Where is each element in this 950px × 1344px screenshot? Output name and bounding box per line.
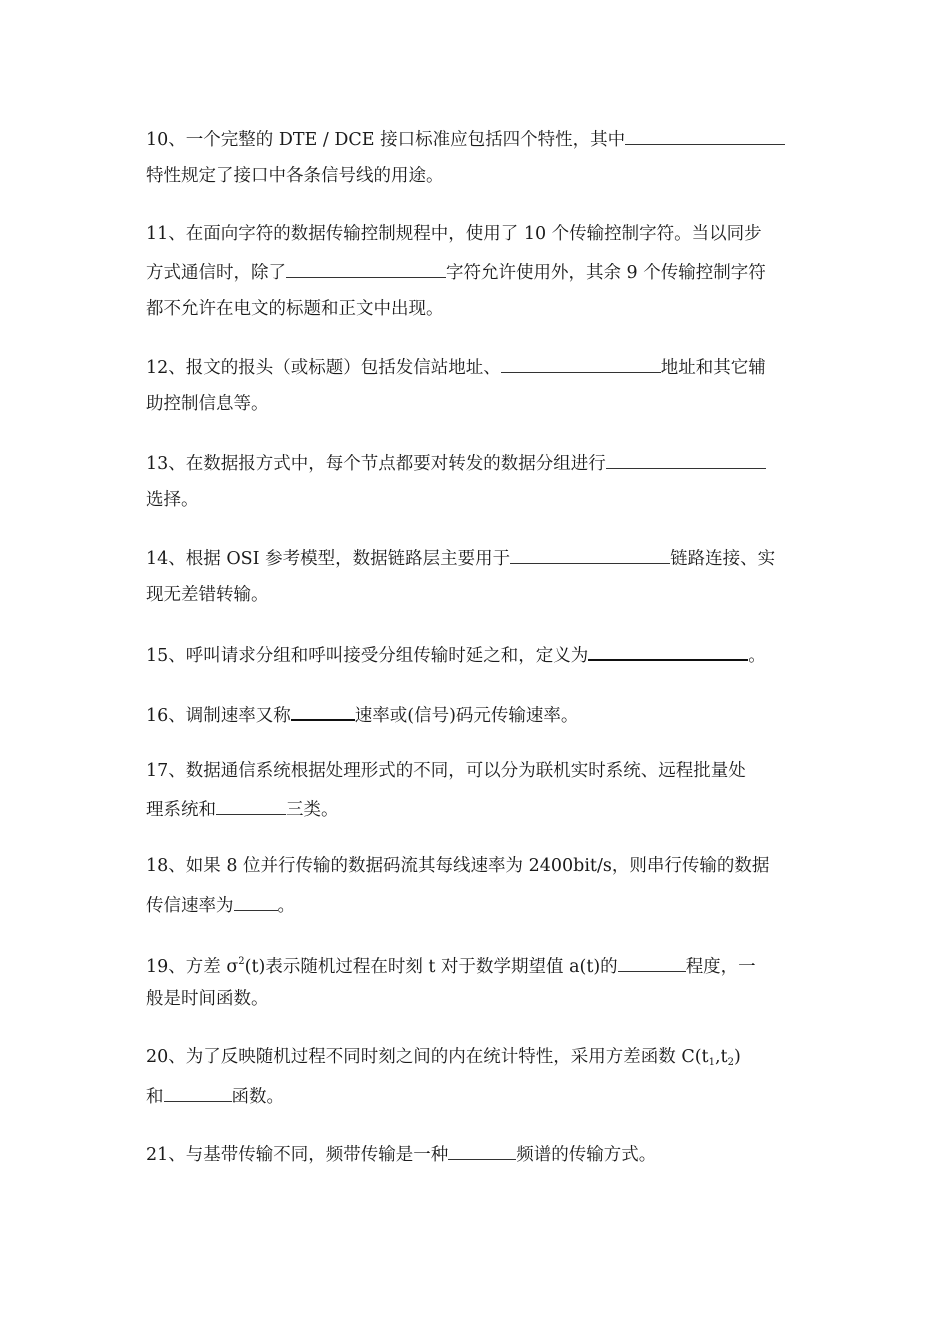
answer-blank[interactable] — [501, 354, 661, 373]
answer-blank[interactable] — [588, 641, 748, 661]
question-20-text-d: 和 — [146, 1087, 164, 1107]
question-13-line-2 — [146, 488, 199, 512]
question-20-text-c: ) — [733, 1047, 741, 1067]
answer-blank[interactable] — [216, 796, 286, 815]
subscript: 1 — [708, 1057, 715, 1068]
question-10-line-1 — [146, 126, 785, 150]
question-18-text-c: 。 — [277, 896, 295, 916]
question-11-line-3 — [146, 297, 444, 321]
question-12-line-2 — [146, 392, 269, 416]
question-17-text-c: 三类。 — [286, 800, 339, 820]
question-19-text-c: 程度，一 — [685, 957, 756, 977]
question-19-line-1 — [146, 950, 756, 977]
question-15-text-a: 15、呼叫请求分组和呼叫接受分组传输时延之和，定义为 — [146, 646, 589, 666]
answer-blank[interactable] — [510, 545, 670, 564]
question-20-text-a: 20、为了反映随机过程不同时刻之间的内在统计特性，采用方差函数 C(t — [146, 1047, 709, 1067]
question-20-text-b: ,t — [714, 1047, 728, 1067]
question-14-line-2 — [146, 583, 269, 607]
question-12-text-b: 地址和其它辅 — [660, 358, 766, 378]
question-13-text-a: 13、在数据报方式中，每个节点都要对转发的数据分组进行 — [146, 454, 606, 474]
answer-blank[interactable] — [286, 259, 446, 278]
question-21-text-a: 21、与基带传输不同，频带传输是一种 — [146, 1145, 449, 1165]
question-15-line-1 — [146, 641, 766, 665]
question-14-text-a: 14、根据 OSI 参考模型，数据链路层主要用于 — [146, 549, 511, 569]
question-21-text-b: 频谱的传输方式。 — [516, 1145, 657, 1165]
question-21-line-1 — [146, 1141, 656, 1165]
question-11-line-2 — [146, 259, 766, 283]
question-14-line-1 — [146, 545, 775, 569]
answer-blank[interactable] — [291, 701, 355, 721]
question-18-line-2 — [146, 892, 295, 916]
question-17-text-b: 理系统和 — [146, 800, 216, 820]
question-13-text-b: 选择。 — [146, 490, 199, 510]
question-19-line-2 — [146, 987, 269, 1011]
question-11-text-b: 方式通信时，除了 — [146, 263, 286, 283]
question-18-line-1 — [146, 854, 769, 878]
superscript: 2 — [238, 956, 245, 967]
question-17-line-2 — [146, 796, 339, 820]
question-16-text-a: 16、调制速率又称 — [146, 706, 291, 726]
question-10-text-b: 特性规定了接口中各条信号线的用途。 — [146, 166, 444, 186]
question-20-line-1 — [146, 1045, 741, 1069]
question-10-line-2 — [146, 164, 444, 188]
question-10-text-a: 10、一个完整的 DTE / DCE 接口标准应包括四个特性，其中 — [146, 130, 626, 150]
question-19-text-d: 般是时间函数。 — [146, 989, 269, 1009]
question-11-text-c: 字符允许使用外，其余 9 个传输控制字符 — [446, 263, 766, 283]
question-14-text-c: 现无差错转输。 — [146, 585, 269, 605]
answer-blank[interactable] — [164, 1083, 232, 1102]
answer-blank[interactable] — [448, 1141, 516, 1160]
question-17-line-1 — [146, 759, 746, 783]
question-11-text-d: 都不允许在电文的标题和正文中出现。 — [146, 299, 444, 319]
question-11-line-1 — [146, 222, 762, 246]
question-19-text-b: (t)表示随机过程在时刻 t 对于数学期望值 a(t)的 — [244, 957, 618, 977]
answer-blank[interactable] — [618, 953, 686, 972]
question-16-text-b: 速率或(信号)码元传输速率。 — [354, 706, 579, 726]
question-17-text-a: 17、数据通信系统根据处理形式的不同，可以分为联机实时系统、远程批量处 — [146, 761, 746, 781]
question-20-line-2 — [146, 1083, 284, 1107]
answer-blank[interactable] — [234, 892, 278, 911]
answer-blank[interactable] — [625, 126, 785, 145]
question-18-text-b: 传信速率为 — [146, 896, 234, 916]
question-13-line-1 — [146, 450, 766, 474]
subscript: 2 — [727, 1057, 734, 1068]
question-14-text-b: 链路连接、实 — [670, 549, 776, 569]
question-12-text-a: 12、报文的报头（或标题）包括发信站地址、 — [146, 358, 501, 378]
question-20-text-e: 函数。 — [231, 1087, 284, 1107]
question-16-line-1 — [146, 701, 578, 725]
question-18-text-a: 18、如果 8 位并行传输的数据码流其每线速率为 2400bit/s，则串行传输的数据 — [146, 856, 770, 876]
answer-blank[interactable] — [606, 450, 766, 469]
question-12-line-1 — [146, 354, 766, 378]
question-19-text-a: 19、方差 σ — [146, 957, 239, 977]
question-12-text-c: 助控制信息等。 — [146, 394, 269, 414]
question-11-text-a: 11、在面向字符的数据传输控制规程中，使用了 10 个传输控制字符。当以同步 — [146, 224, 762, 244]
question-15-text-b: 。 — [748, 646, 766, 666]
